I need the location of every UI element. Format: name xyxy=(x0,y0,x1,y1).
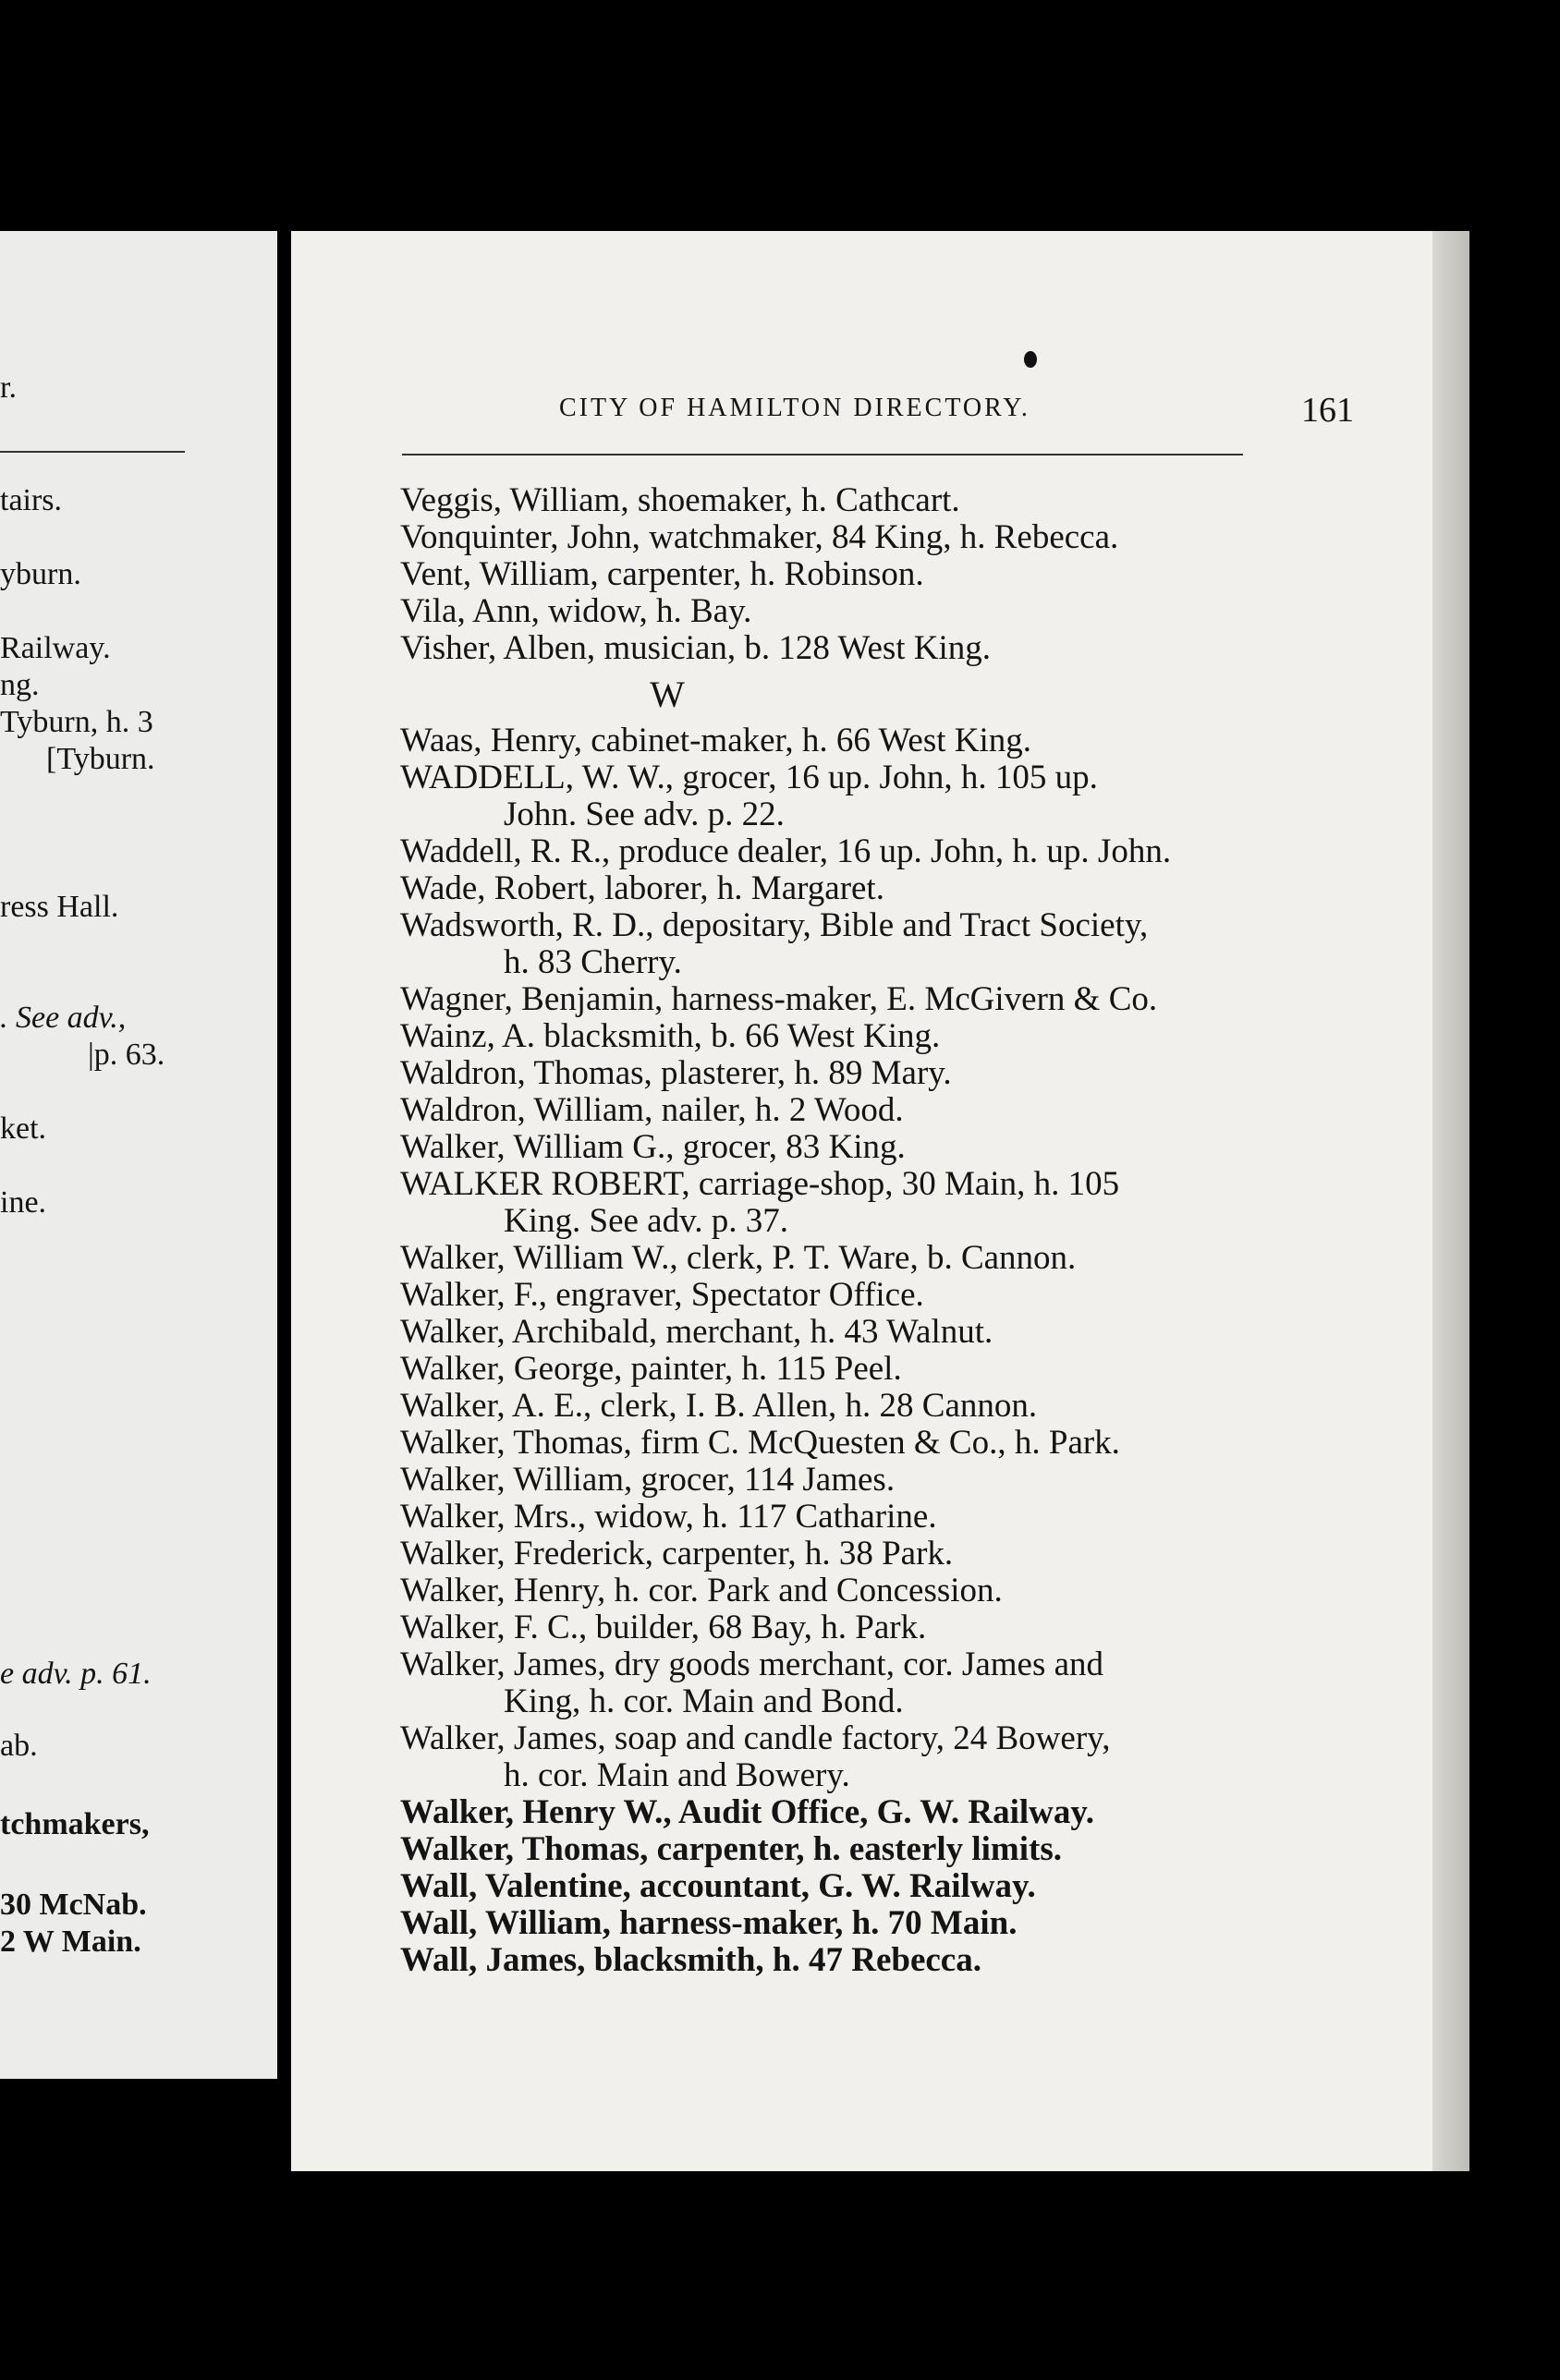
running-header xyxy=(559,390,1354,436)
directory-entry-continuation: John. See adv. p. 22. xyxy=(504,795,785,833)
directory-entry: Wall, James, blacksmith, h. 47 Rebecca. xyxy=(400,1941,981,1979)
directory-entry: Vonquinter, John, watchmaker, 84 King, h. Rebecca. xyxy=(400,518,1119,556)
left-fragment-line: tairs. xyxy=(0,483,63,517)
directory-entries xyxy=(400,482,1361,1979)
directory-entry: WADDELL, W. W., grocer, 16 up. John, h. 105 up. xyxy=(400,759,1098,796)
left-fragment-line: ng. xyxy=(0,668,40,702)
directory-entry-continuation: King, h. cor. Main and Bond. xyxy=(504,1682,904,1720)
left-fragment-line: |p. 63. xyxy=(88,1038,165,1072)
directory-entry: Waas, Henry, cabinet-maker, h. 66 West King. xyxy=(400,722,1032,759)
left-fragment-line: 2 W Main. xyxy=(0,1925,141,1959)
directory-entry: Walker, Henry, h. cor. Park and Concession. xyxy=(400,1572,1003,1609)
previous-page-fragment xyxy=(0,231,277,2079)
directory-entry-continuation: h. 83 Cherry. xyxy=(504,943,682,981)
directory-entry: Walker, George, painter, h. 115 Peel. xyxy=(400,1350,902,1388)
directory-entry: Vila, Ann, widow, h. Bay. xyxy=(400,592,752,630)
left-fragment-line: ress Hall. xyxy=(0,890,119,924)
directory-entry: Walker, Archibald, merchant, h. 43 Walnut. xyxy=(400,1313,993,1351)
directory-entry: Wall, Valentine, accountant, G. W. Railway. xyxy=(400,1867,1036,1905)
directory-page xyxy=(291,231,1469,2171)
directory-entry-continuation: King. See adv. p. 37. xyxy=(504,1202,788,1240)
directory-entry: Walker, William, grocer, 114 James. xyxy=(400,1461,896,1499)
directory-entry: Veggis, William, shoemaker, h. Cathcart. xyxy=(400,481,960,519)
left-fragment-line: 30 McNab. xyxy=(0,1888,147,1922)
directory-entry: Wainz, A. blacksmith, b. 66 West King. xyxy=(400,1017,941,1055)
page-edge xyxy=(1432,231,1469,2171)
directory-entry: Walker, A. E., clerk, I. B. Allen, h. 28 Cannon. xyxy=(400,1387,1038,1425)
directory-entry: Walker, F. C., builder, 68 Bay, h. Park. xyxy=(400,1609,927,1646)
ink-blot xyxy=(1024,351,1037,368)
directory-entry: Vent, William, carpenter, h. Robinson. xyxy=(400,555,924,593)
left-header-rule xyxy=(0,451,185,453)
directory-entry: Walker, Frederick, carpenter, h. 38 Park. xyxy=(400,1535,954,1572)
left-fragment-line: ket. xyxy=(0,1111,47,1146)
left-fragment-line: ine. xyxy=(0,1185,47,1220)
directory-entry: Visher, Alben, musician, b. 128 West King. xyxy=(400,629,992,667)
directory-entry: Waldron, Thomas, plasterer, h. 89 Mary. xyxy=(400,1054,952,1092)
directory-entry: Walker, Henry W., Audit Office, G. W. Railway. xyxy=(400,1793,1095,1831)
section-letter-heading: W xyxy=(650,674,687,715)
left-fragment-line: r. xyxy=(0,370,17,405)
directory-entry: Waldron, William, nailer, h. 2 Wood. xyxy=(400,1091,904,1129)
running-header-title: CITY OF HAMILTON DIRECTORY. xyxy=(559,394,1030,422)
directory-entry-continuation: h. cor. Main and Bowery. xyxy=(504,1756,850,1794)
left-fragment-line: . See adv., xyxy=(0,1001,127,1035)
left-fragment-line: tchmakers, xyxy=(0,1807,150,1841)
directory-entry: Wade, Robert, laborer, h. Margaret. xyxy=(400,869,884,907)
directory-entry: Walker, Thomas, firm C. McQuesten & Co., h. Park. xyxy=(400,1424,1120,1462)
header-rule xyxy=(402,454,1243,455)
page-number: 161 xyxy=(1301,391,1354,430)
directory-entry: Walker, James, soap and candle factory, 24 Bowery, xyxy=(400,1719,1111,1757)
left-fragment-line: yburn. xyxy=(0,557,81,591)
directory-entry: Wagner, Benjamin, harness-maker, E. McGivern & Co. xyxy=(400,980,1158,1018)
directory-entry: Wadsworth, R. D., depositary, Bible and Tract Society, xyxy=(400,906,1149,944)
directory-entry: Walker, James, dry goods merchant, cor. James and xyxy=(400,1645,1104,1683)
left-fragment-line: ab. xyxy=(0,1729,38,1763)
left-fragment-line: Tyburn, h. 3 xyxy=(0,705,153,739)
directory-entry: Wall, William, harness-maker, h. 70 Main. xyxy=(400,1904,1018,1942)
left-fragment-line: e adv. p. 61. xyxy=(0,1657,152,1691)
directory-entry: Walker, F., engraver, Spectator Office. xyxy=(400,1276,924,1314)
left-fragment-line: [Tyburn. xyxy=(46,742,155,776)
directory-entry: WALKER ROBERT, carriage-shop, 30 Main, h. 105 xyxy=(400,1165,1120,1203)
directory-entry: Walker, William G., grocer, 83 King. xyxy=(400,1128,906,1166)
left-fragment-line: Railway. xyxy=(0,631,111,665)
directory-entry: Walker, William W., clerk, P. T. Ware, b. Cannon. xyxy=(400,1239,1077,1277)
directory-entry: Waddell, R. R., produce dealer, 16 up. John, h. up. John. xyxy=(400,832,1172,870)
directory-entry: Walker, Mrs., widow, h. 117 Catharine. xyxy=(400,1498,937,1536)
directory-entry: Walker, Thomas, carpenter, h. easterly limits. xyxy=(400,1830,1062,1868)
